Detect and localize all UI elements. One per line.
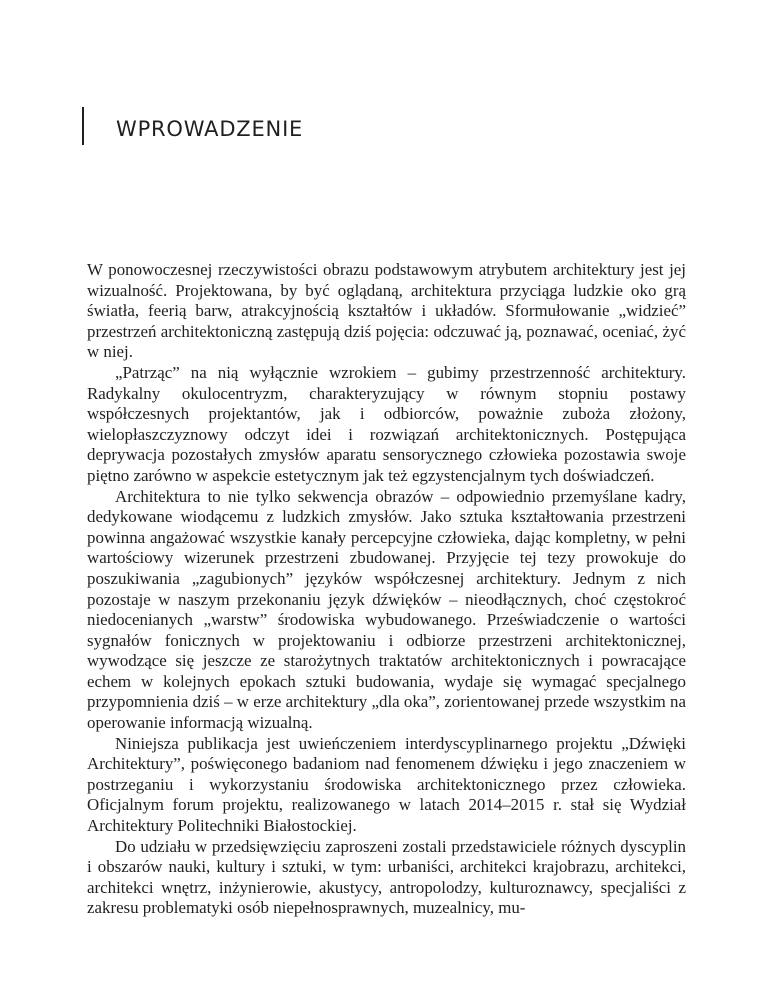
paragraph-2: „Patrząc” na nią wyłącznie wzrokiem – gubimy przestrzenność architektury. Radykalny okulocentryzm, charakteryzujący w równym stopniu postawy współczesnych projektantów, jak i odbiorców, poważnie zuboża złożony, wielopłaszczyznowy odczyt idei i rozwiązań architektonicznych. Postępująca deprywacja pozostałych zmysłów aparatu sensorycznego człowieka pozostawia swoje piętno zarówno w aspekcie estetycznym jak też egzystencjalnym tych doświadczeń. [87,362,686,485]
chapter-title: WPROWADZENIE [116,117,304,141]
chapter-vertical-rule [82,107,84,145]
paragraph-5: Do udziału w przedsięwzięciu zaproszeni zostali przedstawiciele różnych dyscyplin i obszarów nauki, kultury i sztuki, w tym: urbaniści, architekci krajobrazu, architekci, architekci wnętrz, inżynierowie, akustycy, antropolodzy, kulturoznawcy, specjaliści z zakresu problematyki osób niepełnosprawnych, muzealnicy, mu- [87,836,686,918]
body-text [87,260,686,919]
paragraph-1: W ponowoczesnej rzeczywistości obrazu podstawowym atrybutem architektury jest jej wizualność. Projektowana, by być oglądaną, architektura przyciąga ludzkie oko grą światła, feerią barw, atrakcyjnością kształtów i układów. Sformułowanie „widzieć” przestrzeń architektoniczną zastępują dziś pojęcia: odczuwać ją, poznawać, oceniać, żyć w niej. [87,260,686,362]
paragraph-4: Niniejsza publikacja jest uwieńczeniem interdyscyplinarnego projektu „Dźwięki Architektury”, poświęconego badaniom nad fenomenem dźwięku i jego znaczeniem w postrzeganiu i wykorzystaniu środowiska architektonicznego przez człowieka. Oficjalnym forum projektu, realizowanego w latach 2014–2015 r. stał się Wydział Architektury Politechniki Białostockiej. [87,733,686,836]
paragraph-3: Architektura to nie tylko sekwencja obrazów – odpowiednio przemyślane kadry, dedykowane wiodącemu z ludzkich zmysłów. Jako sztuka kształtowania przestrzeni powinna angażować wszystkie kanały percepcyjne człowieka, dając kompletny, w pełni wartościowy wizerunek przestrzeni zbudowanej. Przyjęcie tej tezy prowokuje do poszukiwania „zagubionych” języków współczesnej architektury. Jednym z nich pozostaje w naszym przekonaniu język dźwięków – nieodłącznych, choć częstokroć niedocenianych „warstw” środowiska wybudowanego. Przeświadczenie o wartości sygnałów fonicznych w projektowaniu i odbiorze przestrzeni architektonicznej, wywodzące się jeszcze ze starożytnych traktatów architektonicznych i powracające echem w kolejnych epokach sztuki budowania, wydaje się wymagać specjalnego przypomnienia dziś – w erze architektury „dla oka”, zorientowanej przede wszystkim na operowanie informacją wizualną. [87,486,686,733]
